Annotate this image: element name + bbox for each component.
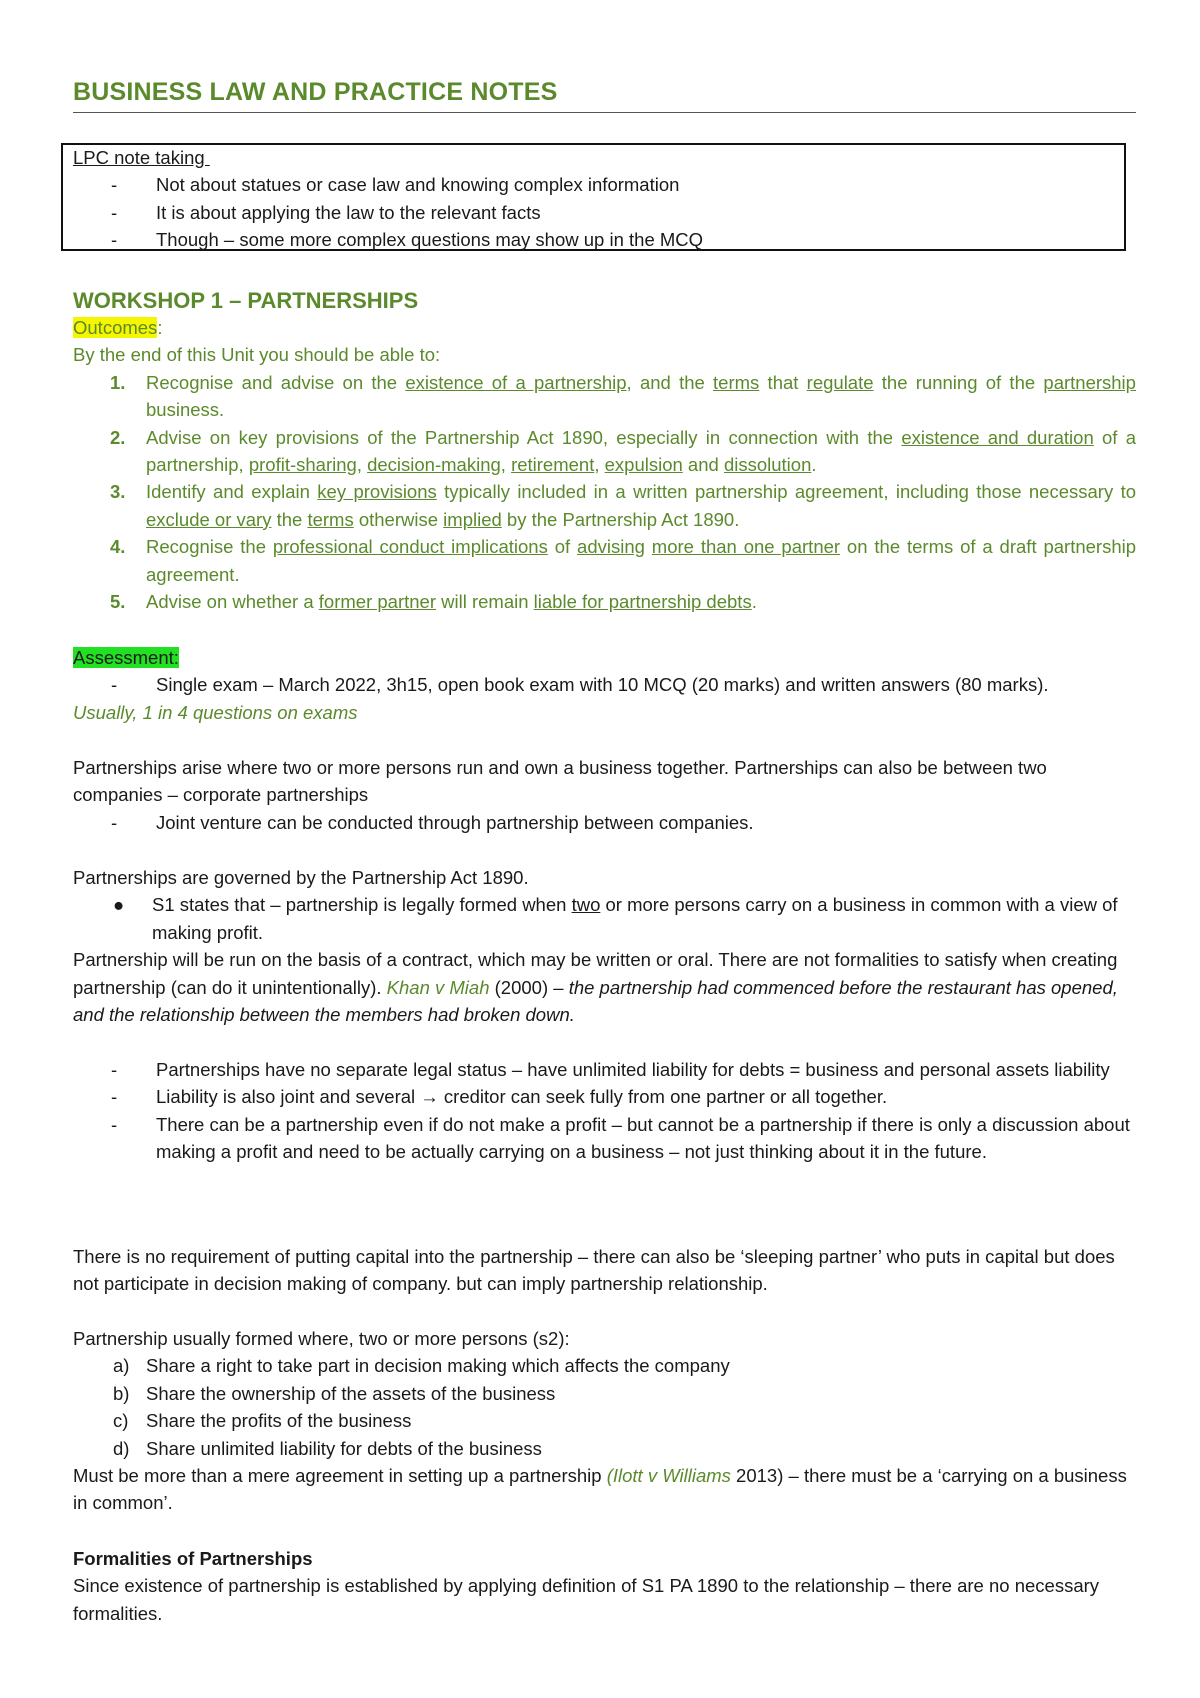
list-item: - There can be a partnership even if do not make a profit – but cannot be a partnership if there is only a discussion about making a profit and need to be actually carrying on a business – not just thinking about it in the future.	[111, 1113, 1130, 1163]
assessment-note: Usually, 1 in 4 questions on exams	[73, 701, 358, 723]
outcome-item: 1. Recognise and advise on the existence of a partnership, and the terms that regulate the running of the partnership business.	[110, 371, 1136, 421]
list-item: b) Share the ownership of the assets of the business	[113, 1382, 556, 1404]
list-item: - It is about applying the law to the relevant facts	[111, 201, 541, 223]
paragraph: Partnerships are governed by the Partnership Act 1890.	[73, 867, 529, 888]
outcomes-label: Outcomes:	[73, 317, 163, 338]
capital-paragraph	[73, 1243, 1136, 1298]
list-item: - Not about statues or case law and knowing complex information	[111, 174, 680, 196]
title-divider	[73, 112, 1136, 113]
formalities-heading: Formalities of Partnerships	[73, 1548, 313, 1569]
paragraph: Partnership usually formed where, two or more persons (s2):	[73, 1328, 570, 1349]
document-title: BUSINESS LAW AND PRACTICE NOTES	[73, 78, 558, 106]
formalities-section	[73, 1545, 1136, 1627]
note-taking-heading: LPC note taking	[73, 147, 210, 168]
list-item: a) Share a right to take part in decision making which affects the company	[113, 1355, 730, 1377]
list-item: - Joint venture can be conducted through partnership between companies.	[111, 811, 754, 833]
outcome-item: 3. Identify and explain key provisions typically included in a written partnership agreement, including those necessary to exclude or vary the terms otherwise implied by the Partnership Act 1890.	[110, 481, 1137, 530]
partnerships-intro	[73, 754, 1136, 836]
list-item: - Though – some more complex questions may show up in the MCQ	[111, 229, 704, 251]
list-item: d) Share unlimited liability for debts of the business	[113, 1437, 542, 1459]
assessment-section	[73, 644, 1136, 726]
outcomes-intro: By the end of this Unit you should be able to:	[73, 344, 441, 366]
paragraph: Partnerships arise where two or more persons run and own a business together. Partnerships can also be between two companies – corporate partnerships	[73, 757, 1047, 806]
note-taking-content	[73, 144, 1136, 254]
outcome-item: 5. Advise on whether a former partner will remain liable for partnership debts.	[110, 591, 757, 613]
list-item: - Single exam – March 2022, 3h15, open book exam with 10 MCQ (20 marks) and written answers (80 marks).	[111, 674, 1049, 696]
list-item: - Partnerships have no separate legal status – have unlimited liability for debts = business and personal assets liability	[111, 1059, 1110, 1080]
outcome-item: 2. Advise on key provisions of the Partnership Act 1890, especially in connection with the existence and duration of a partnership, profit-sharing, decision-making, retirement, expulsion and dissolution.	[110, 426, 1136, 476]
partnership-points	[73, 1056, 1136, 1166]
s2-section	[73, 1325, 1136, 1517]
list-item: - Liability is also joint and several → creditor can seek fully from one partner or all together.	[111, 1086, 888, 1108]
paragraph: Must be more than a mere agreement in setting up a partnership (Ilott v Williams 2013) – there must be a ‘carrying on a business in common’.	[73, 1465, 1127, 1514]
workshop-heading: WORKSHOP 1 – PARTNERSHIPS	[73, 288, 419, 313]
paragraph: There is no requirement of putting capital into the partnership – there can also be ‘sleeping partner’ who puts in capital but does not participate in decision making of company. but can imply partnership relationship.	[73, 1246, 1115, 1295]
list-item: c) Share the profits of the business	[113, 1410, 412, 1432]
workshop-section	[73, 287, 1136, 615]
paragraph: Partnership will be run on the basis of a contract, which may be written or oral. There are not formalities to satisfy when creating partnership (can do it unintentionally). Khan v Miah (2000) – the partnership had commenced before the restaurant has opened, and the relationship between the members had broken down.	[73, 949, 1118, 1026]
outcome-item: 4. Recognise the professional conduct implications of advising more than one partner on the terms of a draft partnership agreement.	[110, 536, 1137, 585]
partnership-act-section	[73, 864, 1136, 1028]
arrow-icon: →	[420, 1086, 439, 1108]
list-item: ● S1 states that – partnership is legally formed when two or more persons carry on a business in common with a view of making profit.	[113, 894, 1118, 943]
paragraph: Since existence of partnership is established by applying definition of S1 PA 1890 to the relationship – there are no necessary formalities.	[73, 1575, 1100, 1624]
assessment-label: Assessment:	[73, 647, 179, 668]
